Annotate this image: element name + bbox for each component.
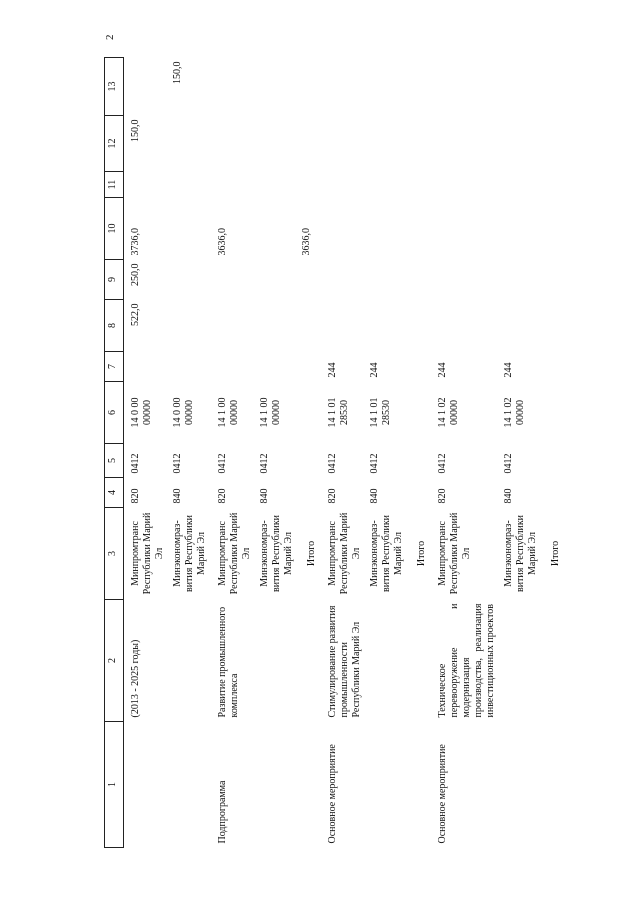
cell-value-13 [500, 58, 542, 116]
cell-csr: 14 0 00 00000 [130, 397, 153, 428]
cell-value-13 [298, 58, 321, 116]
cell-grbs: 840 [259, 488, 270, 504]
cell-rzpr: 0412 [259, 453, 270, 474]
cell-value-8 [211, 300, 256, 352]
cell-vr: 244 [437, 362, 448, 378]
col-header-4: 4 [105, 478, 124, 508]
cell-value-8 [431, 300, 500, 352]
cell-value-8 [169, 300, 211, 352]
cell-value-11 [408, 172, 431, 198]
cell-value-8 [408, 300, 431, 352]
cell-title: (2013 - 2025 годы) [130, 639, 141, 718]
cell-title [169, 600, 211, 722]
cell-value-11 [366, 172, 408, 198]
cell-vr: 244 [503, 362, 514, 378]
cell-category [366, 722, 408, 848]
cell-executor: Минпромтранс Республики Марий Эл [437, 512, 472, 595]
cell-value-10 [256, 198, 298, 260]
cell-csr: 14 1 00 00000 [217, 397, 240, 428]
cell-title: Техническое перевооружение и модернизация производства, реализация инвестиционных проектов [437, 603, 496, 718]
cell-value-10: 3636,0 [301, 228, 312, 256]
table-row [321, 58, 366, 848]
cell-executor: Минпромтранс Республики Марий Эл [217, 512, 252, 595]
table-row-total [408, 58, 431, 848]
cell-value-9 [500, 260, 542, 300]
table-row-total [298, 58, 321, 848]
cell-value-12 [542, 116, 565, 172]
cell-grbs: 820 [327, 488, 338, 504]
cell-grbs [408, 478, 431, 508]
col-header-1: 1 [105, 722, 124, 848]
cell-value-11 [321, 172, 366, 198]
cell-title [256, 600, 298, 722]
cell-value-13 [256, 58, 298, 116]
table-row [169, 58, 211, 848]
cell-value-12 [211, 116, 256, 172]
rotated-sheet [104, 58, 594, 848]
table-row [366, 58, 408, 848]
cell-grbs: 840 [369, 488, 380, 504]
cell-value-10 [542, 198, 565, 260]
cell-executor: Минэкономраз-вития Республики Марий Эл [369, 514, 404, 593]
cell-value-8 [366, 300, 408, 352]
cell-value-11 [124, 172, 170, 198]
cell-value-9 [298, 260, 321, 300]
cell-vr [298, 352, 321, 382]
col-header-11: 11 [105, 172, 124, 198]
table-row [431, 58, 500, 848]
cell-title [366, 600, 408, 722]
cell-value-10: 3636,0 [217, 228, 228, 256]
cell-vr [124, 352, 170, 382]
cell-vr [542, 352, 565, 382]
col-header-8: 8 [105, 300, 124, 352]
cell-csr: 14 1 01 28530 [327, 397, 350, 428]
cell-title: Стимулирование развития промышленности Республики Марий Эл [327, 605, 362, 718]
cell-category [124, 722, 170, 848]
cell-csr: 14 1 02 00000 [437, 397, 460, 428]
cell-category [256, 722, 298, 848]
cell-value-12 [431, 116, 500, 172]
cell-value-12 [366, 116, 408, 172]
cell-value-12 [256, 116, 298, 172]
cell-grbs: 840 [172, 488, 183, 504]
cell-value-12 [298, 116, 321, 172]
cell-rzpr [298, 444, 321, 478]
cell-vr [169, 352, 211, 382]
col-header-7: 7 [105, 352, 124, 382]
cell-category: Основное мероприятие [327, 744, 338, 844]
cell-value-8 [542, 300, 565, 352]
cell-value-9 [256, 260, 298, 300]
cell-vr [408, 352, 431, 382]
col-header-2: 2 [105, 600, 124, 722]
cell-value-13 [211, 58, 256, 116]
cell-value-8 [298, 300, 321, 352]
cell-rzpr: 0412 [369, 453, 380, 474]
cell-grbs: 820 [437, 488, 448, 504]
cell-value-13 [366, 58, 408, 116]
column-numbers-row [105, 58, 124, 848]
cell-title: Развитие промышленного комплекса [217, 606, 240, 718]
cell-value-9 [408, 260, 431, 300]
cell-value-11 [211, 172, 256, 198]
cell-value-12 [408, 116, 431, 172]
cell-value-10 [431, 198, 500, 260]
cell-value-9 [211, 260, 256, 300]
cell-value-13 [321, 58, 366, 116]
cell-category: Подпрограмма [217, 780, 228, 844]
cell-total-label: Итого [306, 540, 317, 567]
cell-vr [256, 352, 298, 382]
cell-category: Основное мероприятие [437, 744, 448, 844]
cell-grbs: 820 [130, 488, 141, 504]
cell-executor: Минэкономраз-вития Республики Марий Эл [503, 514, 538, 593]
cell-rzpr [408, 444, 431, 478]
cell-csr: 14 1 02 00000 [503, 397, 526, 428]
cell-executor: Минпромтранс Республики Марий Эл [130, 512, 165, 595]
cell-grbs: 820 [217, 488, 228, 504]
cell-csr [542, 382, 565, 444]
cell-vr: 244 [327, 362, 338, 378]
page-number: 2 [104, 34, 116, 40]
table-row [256, 58, 298, 848]
cell-value-10 [169, 198, 211, 260]
col-header-10: 10 [105, 198, 124, 260]
cell-executor: Минэкономраз-вития Республики Марий Эл [172, 514, 207, 593]
cell-value-10 [500, 198, 542, 260]
cell-category [408, 722, 431, 848]
budget-table [104, 57, 565, 848]
cell-value-8 [321, 300, 366, 352]
cell-value-13 [431, 58, 500, 116]
cell-value-13: 150,0 [172, 61, 183, 84]
cell-csr: 14 1 00 00000 [259, 397, 282, 428]
cell-category [542, 722, 565, 848]
col-header-6: 6 [105, 382, 124, 444]
table-row [500, 58, 542, 848]
cell-category [298, 722, 321, 848]
cell-rzpr [542, 444, 565, 478]
cell-title [500, 600, 542, 722]
cell-value-8 [256, 300, 298, 352]
col-header-13: 13 [105, 58, 124, 116]
cell-value-11 [500, 172, 542, 198]
cell-value-10 [408, 198, 431, 260]
cell-rzpr: 0412 [437, 453, 448, 474]
cell-value-11 [431, 172, 500, 198]
col-header-5: 5 [105, 444, 124, 478]
col-header-3: 3 [105, 508, 124, 600]
cell-csr [298, 382, 321, 444]
cell-value-10 [321, 198, 366, 260]
table-row-total [542, 58, 565, 848]
cell-vr [211, 352, 256, 382]
cell-total-label: Итого [550, 540, 561, 567]
cell-value-9 [321, 260, 366, 300]
cell-csr [408, 382, 431, 444]
cell-title [408, 600, 431, 722]
cell-value-10: 3736,0 [130, 228, 141, 256]
cell-value-11 [542, 172, 565, 198]
cell-value-9 [542, 260, 565, 300]
table-row [124, 58, 170, 848]
cell-grbs [298, 478, 321, 508]
table-body [124, 58, 566, 848]
cell-value-9 [431, 260, 500, 300]
cell-value-8: 522,0 [130, 303, 141, 326]
cell-value-10 [366, 198, 408, 260]
cell-executor: Минэкономраз-вития Республики Марий Эл [259, 514, 294, 593]
cell-value-11 [256, 172, 298, 198]
cell-rzpr: 0412 [217, 453, 228, 474]
cell-vr: 244 [369, 362, 380, 378]
cell-rzpr: 0412 [503, 453, 514, 474]
cell-value-12 [321, 116, 366, 172]
cell-rzpr: 0412 [130, 453, 141, 474]
cell-rzpr: 0412 [327, 453, 338, 474]
cell-value-12: 150,0 [130, 119, 141, 142]
cell-executor: Минпромтранс Республики Марий Эл [327, 512, 362, 595]
cell-grbs [542, 478, 565, 508]
cell-value-8 [500, 300, 542, 352]
cell-category [500, 722, 542, 848]
cell-csr: 14 0 00 00000 [172, 397, 195, 428]
table-row [211, 58, 256, 848]
cell-grbs: 840 [503, 488, 514, 504]
col-header-9: 9 [105, 260, 124, 300]
cell-title [298, 600, 321, 722]
cell-value-13 [408, 58, 431, 116]
cell-value-9 [366, 260, 408, 300]
cell-value-13 [542, 58, 565, 116]
col-header-12: 12 [105, 116, 124, 172]
cell-value-12 [169, 116, 211, 172]
cell-rzpr: 0412 [172, 453, 183, 474]
cell-value-11 [169, 172, 211, 198]
cell-value-9: 250,0 [130, 263, 141, 286]
cell-csr: 14 1 01 28530 [369, 397, 392, 428]
cell-value-13 [124, 58, 170, 116]
cell-value-12 [500, 116, 542, 172]
cell-total-label: Итого [416, 540, 427, 567]
cell-value-11 [298, 172, 321, 198]
cell-category [169, 722, 211, 848]
cell-title [542, 600, 565, 722]
cell-value-9 [169, 260, 211, 300]
